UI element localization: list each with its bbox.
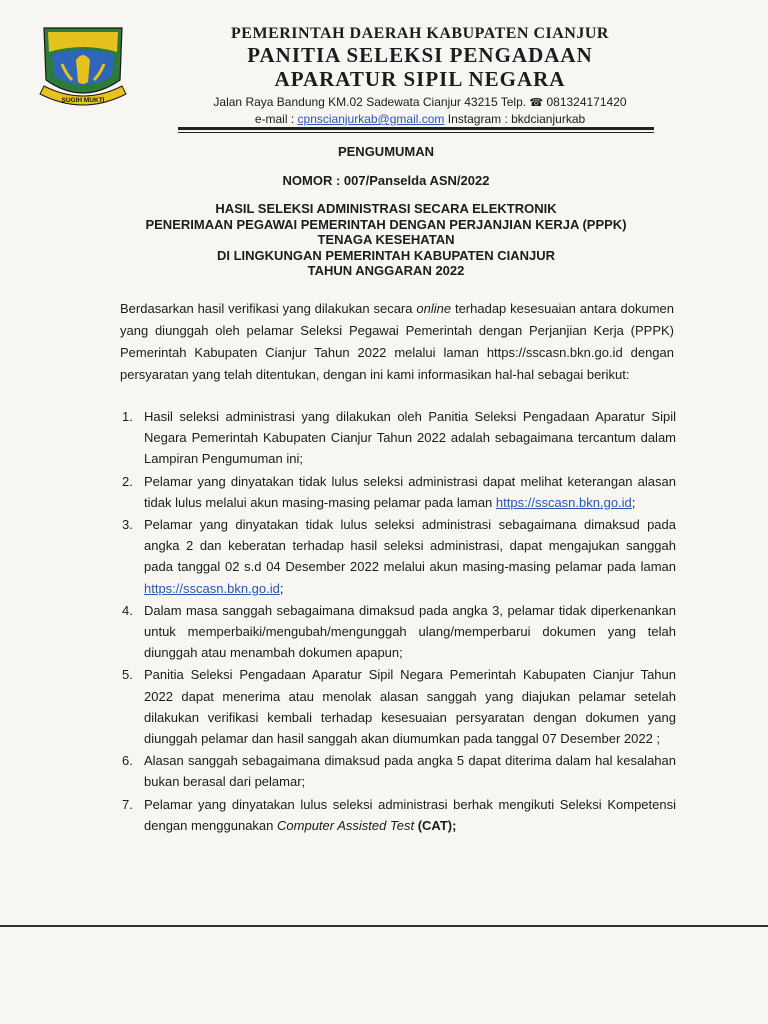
intro-paragraph [120,298,674,386]
list-item-tail: (CAT); [417,817,457,833]
contact-line [150,112,690,127]
intro-italic: online [416,301,452,316]
list-item-text: Alasan sanggah sebagaimana dimaksud pada angka 5 dapat diterima dalam hal kesalahan bukan berasal dari pelamar; [144,753,676,790]
list-item-number: 1. [122,409,133,424]
announcement-heading: PENGUMUMAN [337,144,435,159]
list-item-number: 7. [122,796,133,812]
list-item-text: Pelamar yang dinyatakan tidak lulus seleksi administrasi dapat melihat keterangan alasan tidak lulus melalui akun masing-masing pelamar pada laman [144,473,676,510]
sscasn-link[interactable]: https://sscasn.bkn.go.id [144,580,280,596]
list-item [116,406,676,470]
subject-line-1: HASIL SELEKSI ADMINISTRASI SECARA ELEKTRONIK [215,201,557,216]
list-item-text: Pelamar yang dinyatakan tidak lulus seleksi administrasi sebagaimana dimaksud pada angka 2 dan keberatan terhadap hasil seleksi administrasi, dapat mengajukan sanggah pada tanggal 02 s.d 04 Desember 2022 melalui akun masing-masing pelamar pada laman [144,517,676,575]
committee-name-2: APARATUR SIPIL NEGARA [274,67,566,91]
intro-text-start: Berdasarkan hasil verifikasi yang dilakukan secara [120,301,413,316]
sscasn-link[interactable]: https://sscasn.bkn.go.id [495,494,632,510]
government-name: PEMERINTAH DAERAH KABUPATEN CIANJUR [231,25,609,42]
cianjur-regency-emblem-icon [36,24,130,114]
logo-motto: SUGIH MUKTI [61,97,105,104]
list-item-tail: ; [631,494,636,510]
address-line [150,94,690,112]
scan-bottom-edge [0,925,768,927]
address: Jalan Raya Bandung KM.02 Sadewata Cianjur 43215 Telp. [213,95,527,109]
letterhead-divider [178,127,654,130]
committee-name: PANITIA SELEKSI PENGADAAN [247,43,593,67]
list-item-italic: Computer Assisted Test [277,817,415,833]
email-link[interactable]: cpnscianjurkab@gmail.com [297,112,445,126]
email-label: e-mail : [254,112,295,126]
list-item-text: Panitia Seleksi Pengadaan Aparatur Sipil Negara Pemerintah Kabupaten Cianjur Tahun 2022 dapat menerima atau menolak alasan sanggah yang diajukan pelamar setelah dilakukan verifikasi kembali terhadap kesesuaian persyaratan dengan dokumen yang diunggah pelamar dan hasil sanggah akan diumumkan pada tanggal 07 Desember 2022 ; [144,667,676,747]
list-item-tail: ; [279,580,284,596]
list-item [116,750,676,792]
subject-line-2: PENERIMAAN PEGAWAI PEMERINTAH DENGAN PERJANJIAN KERJA (PPPK) [145,216,627,232]
list-item [116,471,676,513]
announcement-subject [60,201,712,279]
list-item [116,664,676,749]
letterhead-divider-thin [178,132,654,133]
list-item-number: 5. [122,667,133,683]
phone-number: 081324171420 [546,95,627,109]
list-item [116,600,676,664]
list-item-number: 6. [122,753,133,769]
list-item-text: Dalam masa sanggah sebagaimana dimaksud pada angka 3, pelamar tidak diperkenankan untuk memperbaiki/mengubah/mengunggah ulang/memperbarui dokumen yang telah diunggah atau menambah dokumen apapun; [144,602,676,661]
announcement-number: NOMOR : 007/Panselda ASN/2022 [282,173,490,188]
announcement-list [116,406,676,837]
subject-line-3: TENAGA KESEHATAN [317,232,455,247]
list-item-text: Pelamar yang dinyatakan lulus seleksi administrasi berhak mengikuti Seleksi Kompetensi dengan menggunakan [144,796,676,833]
letterhead [150,24,690,127]
instagram-handle: Instagram : bkdcianjurkab [447,112,586,126]
list-item [116,514,676,599]
list-item-number: 2. [122,473,133,489]
list-item-text: Hasil seleksi administrasi yang dilakukan oleh Panitia Seleksi Pengadaan Aparatur Sipil Negara Pemerintah Kabupaten Cianjur Tahun 2022 adalah sebagaimana tercantum dalam Lampiran Pengumuman ini; [144,409,676,467]
intro-text-rest: terhadap kesesuaian antara dokumen yang diunggah oleh pelamar Seleksi Pegawai Pemerintah dengan Perjanjian Kerja (PPPK) Pemerintah Kabupaten Cianjur Tahun 2022 melalui laman https://sscasn.bkn.go.id dengan persyaratan yang telah ditentukan, dengan ini kami informasikan hal-hal sebagai berikut: [120,301,674,382]
list-item-number: 3. [122,517,133,533]
announcement-titles [60,144,712,279]
list-item [116,794,676,836]
subject-line-5: TAHUN ANGGARAN 2022 [307,263,465,278]
phone-icon: ☎ [529,97,544,109]
list-item-number: 4. [122,602,133,618]
subject-line-4: DI LINGKUNGAN PEMERINTAH KABUPATEN CIANJUR [217,247,555,263]
